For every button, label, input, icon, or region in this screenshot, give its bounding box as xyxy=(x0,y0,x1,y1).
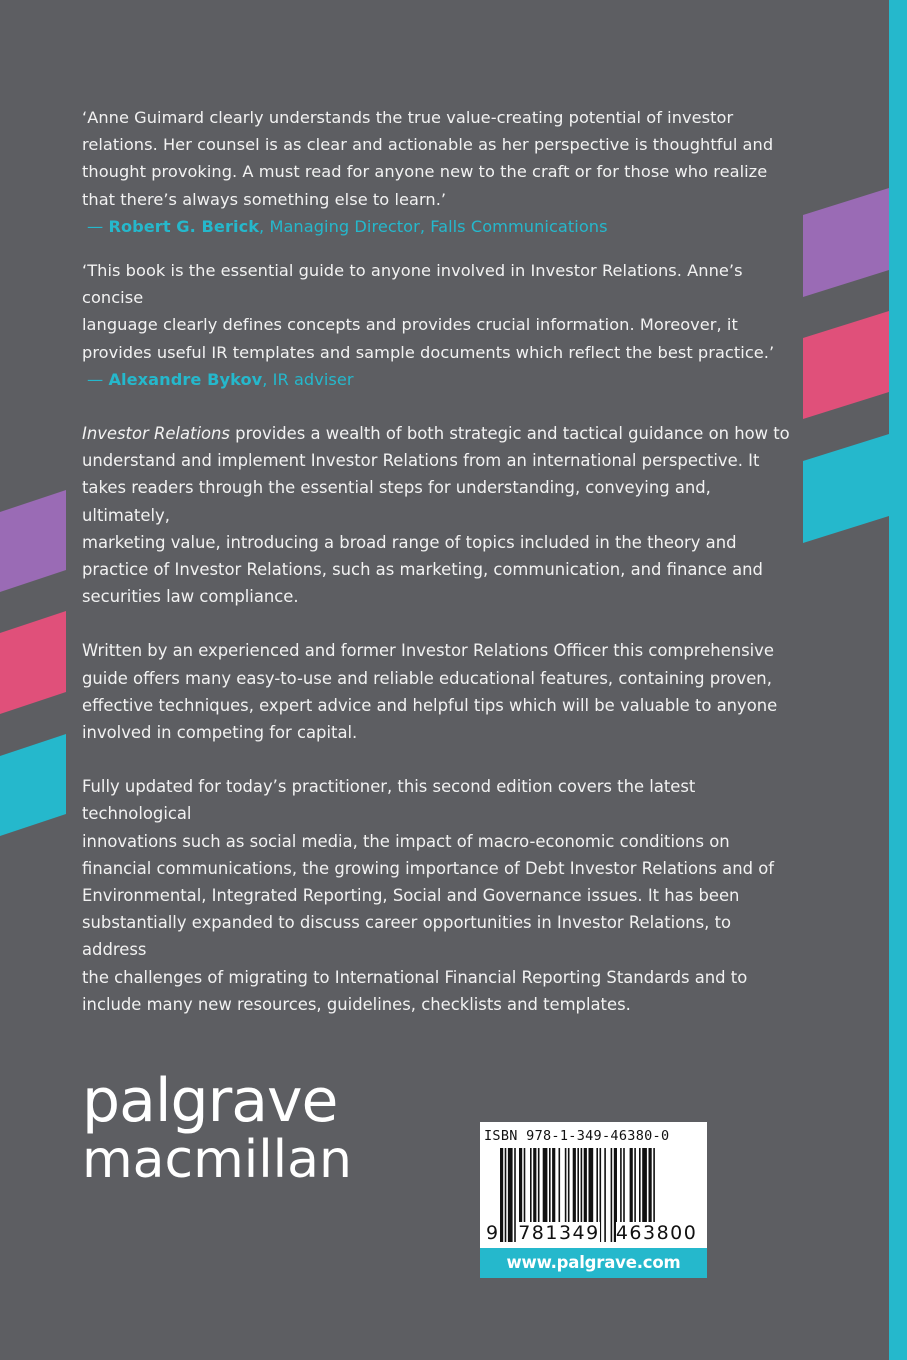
endorsement-2-attribution: — Alexandre Bykov, IR adviser xyxy=(87,369,354,389)
logo-line-1: palgrave xyxy=(82,1066,338,1136)
endorser-name: Robert G. Berick xyxy=(108,216,260,236)
book-title: Investor Relations xyxy=(82,424,230,443)
stripe-purple-left xyxy=(0,490,66,592)
endorsement-1-attribution: — Robert G. Berick, Managing Director, Falls Communications xyxy=(87,216,608,236)
stripe-teal-right xyxy=(803,434,889,543)
stripe-pink-left xyxy=(0,611,66,714)
endorser-role: , Managing Director, Falls Communications xyxy=(259,216,608,236)
book-description xyxy=(82,420,794,1045)
logo-line-2: macmillan xyxy=(82,1130,352,1190)
stripe-teal-left xyxy=(0,734,66,836)
spine-strip xyxy=(889,0,907,1360)
barcode-digits: 9 781349 463800 xyxy=(486,1222,698,1244)
isbn-label: ISBN 978-1-349-46380-0 xyxy=(484,1128,670,1144)
publisher-logo xyxy=(82,1066,352,1190)
isbn-barcode-box xyxy=(480,1122,707,1278)
description-paragraph-2: Written by an experienced and former Investor Relations Officer this comprehensive guide offers many easy-to-use and reliable educational features, containing proven, effective techniques, expert advice and helpful tips which will be valuable to anyone involved in competing for capital. xyxy=(82,641,778,743)
stripe-pink-right xyxy=(803,311,889,419)
endorser-role: , IR adviser xyxy=(262,369,354,389)
endorsement-1-text: ‘Anne Guimard clearly understands the true value-creating potential of investor relations. Her counsel is as clear and actionable as her perspective is thoughtful and thought provoking. A must read for anyone new to the craft or for those who realize that there’s always something else to learn.’ xyxy=(82,108,774,209)
endorsement-2 xyxy=(82,257,792,393)
description-paragraph-3: Fully updated for today’s practitioner, this second edition covers the latest technological innovations such as social media, the impact of macro-economic conditions on financial communications, the growing importance of Debt Investor Relations and of Environmental, Integrated Reporting, Social and Governance issues. It has been substantially expanded to discuss career opportunities in Investor Relations, to address the challenges of migrating to International Financial Reporting Standards and to include many new resources, guidelines, checklists and templates. xyxy=(82,777,774,1014)
endorsement-1 xyxy=(82,104,792,240)
endorsement-2-text: ‘This book is the essential guide to anyone involved in Investor Relations. Anne’s concise language clearly defines concepts and provides crucial information. Moreover, it provides useful IR templates and sample documents which reflect the best practice.’ xyxy=(82,261,775,362)
stripe-purple-right xyxy=(803,188,889,297)
endorser-name: Alexandre Bykov xyxy=(108,369,263,389)
description-paragraph-1: Investor Relations provides a wealth of both strategic and tactical guidance on how to understand and implement Investor Relations from an international perspective. It takes readers through the essential steps for understanding, conveying and, ultimately, marketing value, introducing a broad range of topics included in the theory and practice of Investor Relations, such as marketing, communication, and finance and securities law compliance. xyxy=(82,424,790,607)
publisher-url: www.palgrave.com xyxy=(480,1248,707,1278)
